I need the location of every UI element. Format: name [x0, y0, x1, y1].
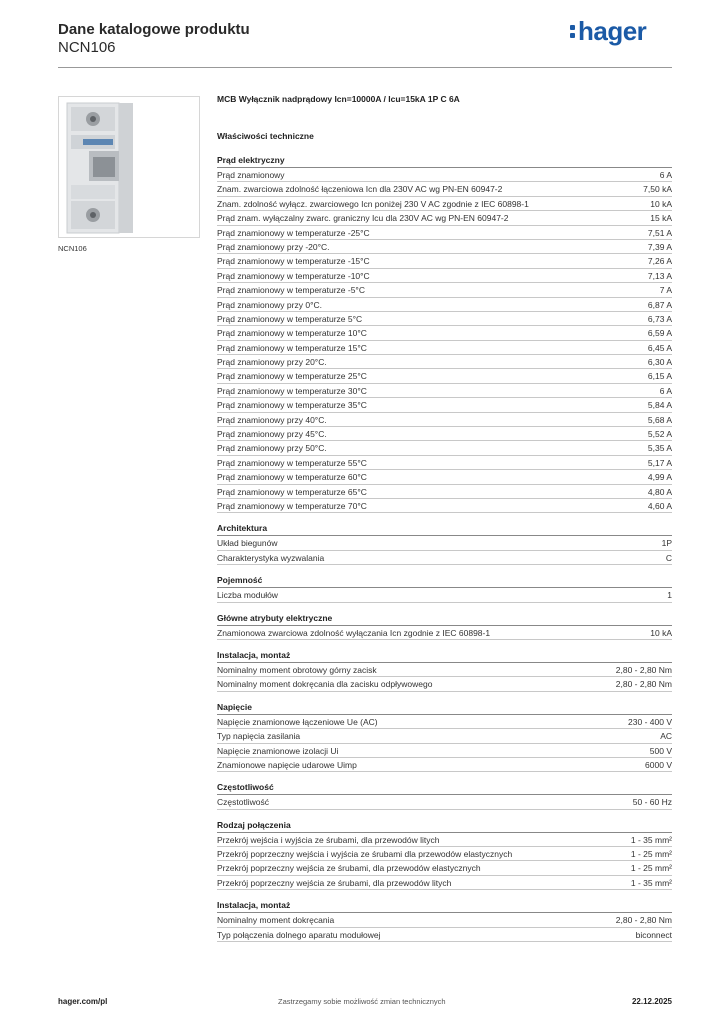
spec-row	[217, 715, 672, 729]
spec-label: Nominalny moment dokręcania dla zacisku odpływowego	[217, 679, 433, 690]
spec-label: Nominalny moment obrotowy górny zacisk	[217, 664, 377, 675]
spec-value: 6,15 A	[647, 371, 672, 382]
section-title: Prąd elektryczny	[217, 154, 672, 168]
spec-row	[217, 182, 672, 196]
spec-value: 7,39 A	[647, 241, 672, 252]
page-header	[58, 21, 250, 57]
spec-value: 10 kA	[650, 627, 672, 638]
spec-label: Prąd znamionowy przy -20°C.	[217, 241, 330, 252]
spec-row	[217, 536, 672, 550]
section-title: Pojemność	[217, 574, 672, 588]
spec-value: 6,30 A	[647, 357, 672, 368]
spec-row	[217, 240, 672, 254]
spec-label: Częstotliwość	[217, 797, 269, 808]
spec-section	[217, 781, 672, 809]
spec-label: Przekrój poprzeczny wejścia ze śrubami, dla przewodów elastycznych	[217, 863, 481, 874]
spec-value: 4,60 A	[647, 500, 672, 511]
spec-value: 4,99 A	[647, 472, 672, 483]
spec-value: 5,68 A	[647, 414, 672, 425]
spec-label: Prąd znamionowy przy 40°C.	[217, 414, 327, 425]
footer-website: hager.com/pl	[58, 997, 108, 1006]
spec-value: 4,80 A	[647, 486, 672, 497]
section-title: Częstotliwość	[217, 781, 672, 795]
spec-value: 1P	[661, 538, 672, 549]
spec-label: Prąd znamionowy przy 45°C.	[217, 429, 327, 440]
product-name: MCB Wyłącznik nadprądowy Icn=10000A / Icu=15kA 1P C 6A	[217, 94, 460, 104]
spec-row	[217, 341, 672, 355]
spec-label: Znam. zdolność wyłącz. zwarciowego Icn poniżej 230 V AC zgodnie z IEC 60898-1	[217, 198, 529, 209]
spec-content	[217, 92, 672, 942]
spec-value: 6,73 A	[647, 313, 672, 324]
section-title: Główne atrybuty elektryczne	[217, 612, 672, 626]
spec-row	[217, 211, 672, 225]
spec-value: 6 A	[659, 170, 672, 180]
spec-value: 6,45 A	[647, 342, 672, 353]
spec-label: Prąd znamionowy przy 0°C.	[217, 299, 322, 310]
spec-value: 6000 V	[645, 759, 672, 770]
spec-label: Prąd znamionowy w temperaturze 15°C	[217, 342, 367, 353]
spec-value: 6,87 A	[647, 299, 672, 310]
spec-label: Prąd znamionowy w temperaturze 25°C	[217, 371, 367, 382]
spec-label: Prąd znamionowy w temperaturze 70°C	[217, 500, 367, 511]
spec-value: 1	[667, 590, 672, 601]
spec-label: Prąd znamionowy w temperaturze -10°C	[217, 270, 370, 281]
spec-value: 1 - 25 mm²	[630, 863, 672, 874]
spec-value: 2,80 - 2,80 Nm	[615, 664, 672, 675]
spec-value: 5,17 A	[647, 457, 672, 468]
spec-value: 5,52 A	[647, 429, 672, 440]
spec-value: C	[665, 552, 672, 563]
spec-label: Charakterystyka wyzwalania	[217, 552, 325, 563]
spec-row	[217, 499, 672, 513]
logo-text: hager	[578, 16, 647, 46]
spec-value: 7 A	[659, 285, 672, 296]
spec-value: 1 - 35 mm²	[630, 834, 672, 845]
spec-row	[217, 663, 672, 677]
technical-properties-heading: Właściwości techniczne	[217, 131, 314, 141]
spec-row	[217, 833, 672, 847]
spec-row	[217, 551, 672, 565]
spec-value: 50 - 60 Hz	[632, 797, 672, 808]
spec-row	[217, 485, 672, 499]
spec-value: biconnect	[635, 929, 672, 940]
spec-label: Prąd znamionowy w temperaturze 5°C	[217, 313, 363, 324]
spec-value: 6,59 A	[647, 328, 672, 339]
spec-row	[217, 441, 672, 455]
spec-label: Prąd znamionowy w temperaturze -5°C	[217, 285, 365, 296]
spec-section	[217, 612, 672, 640]
spec-row	[217, 369, 672, 383]
spec-section	[217, 649, 672, 692]
logo-dots-icon	[570, 16, 576, 42]
spec-value: 1 - 35 mm²	[630, 877, 672, 888]
spec-label: Prąd znamionowy w temperaturze 35°C	[217, 400, 367, 411]
spec-value: 6 A	[659, 385, 672, 396]
spec-label: Prąd znamionowy w temperaturze 30°C	[217, 385, 367, 396]
spec-row	[217, 197, 672, 211]
spec-row	[217, 847, 672, 861]
spec-row	[217, 355, 672, 369]
spec-row	[217, 470, 672, 484]
spec-row	[217, 729, 672, 743]
spec-label: Prąd znamionowy w temperaturze 65°C	[217, 486, 367, 497]
section-title: Architektura	[217, 522, 672, 536]
spec-section	[217, 819, 672, 891]
spec-row	[217, 298, 672, 312]
spec-value: 5,84 A	[647, 400, 672, 411]
spec-value: 15 kA	[650, 213, 672, 224]
section-title: Instalacja, montaż	[217, 899, 672, 913]
spec-label: Prąd znamionowy w temperaturze 55°C	[217, 457, 367, 468]
spec-label: Przekrój poprzeczny wejścia i wyjścia ze śrubami dla przewodów elastycznych	[217, 849, 513, 860]
spec-label: Prąd znamionowy przy 20°C.	[217, 357, 327, 368]
section-title: Instalacja, montaż	[217, 649, 672, 663]
spec-row	[217, 626, 672, 640]
spec-label: Liczba modułów	[217, 590, 278, 601]
spec-sections	[217, 154, 672, 942]
spec-row	[217, 226, 672, 240]
spec-row	[217, 795, 672, 809]
spec-row	[217, 861, 672, 875]
spec-value: 7,51 A	[647, 227, 672, 238]
spec-value: 1 - 25 mm²	[630, 849, 672, 860]
spec-row	[217, 254, 672, 268]
header-divider	[58, 67, 672, 68]
section-title: Napięcie	[217, 701, 672, 715]
spec-row	[217, 283, 672, 297]
spec-label: Napięcie znamionowe łączeniowe Ue (AC)	[217, 716, 378, 727]
spec-row	[217, 928, 672, 942]
spec-row	[217, 384, 672, 398]
spec-label: Przekrój wejścia i wyjścia ze śrubami, dla przewodów litych	[217, 834, 440, 845]
product-image	[58, 96, 200, 238]
spec-value: 2,80 - 2,80 Nm	[615, 915, 672, 926]
spec-row	[217, 413, 672, 427]
spec-label: Znam. zwarciowa zdolność łączeniowa Icn dla 230V AC wg PN-EN 60947-2	[217, 184, 503, 195]
spec-value: 7,50 kA	[643, 184, 672, 195]
spec-label: Prąd znam. wyłączalny zwarc. graniczny Icu dla 230V AC wg PN-EN 60947-2	[217, 213, 509, 224]
spec-section	[217, 522, 672, 565]
spec-row	[217, 913, 672, 927]
spec-label: Nominalny moment dokręcania	[217, 915, 335, 926]
spec-value: 5,35 A	[647, 443, 672, 454]
spec-row	[217, 744, 672, 758]
spec-value: 2,80 - 2,80 Nm	[615, 679, 672, 690]
product-code: NCN106	[58, 39, 116, 56]
spec-section	[217, 899, 672, 942]
spec-label: Prąd znamionowy przy 50°C.	[217, 443, 327, 454]
spec-row	[217, 876, 672, 890]
spec-label: Przekrój poprzeczny wejścia ze śrubami, dla przewodów litych	[217, 877, 452, 888]
spec-section	[217, 701, 672, 773]
spec-value: 10 kA	[650, 198, 672, 209]
spec-row	[217, 588, 672, 602]
spec-label: Znamionowe napięcie udarowe Uimp	[217, 759, 357, 770]
spec-value: 7,13 A	[647, 270, 672, 281]
spec-label: Prąd znamionowy w temperaturze -15°C	[217, 256, 370, 267]
spec-label: Znamionowa zwarciowa zdolność wyłączania Icn zgodnie z IEC 60898-1	[217, 627, 491, 638]
spec-section	[217, 154, 672, 513]
spec-row	[217, 456, 672, 470]
footer-date: 22.12.2025	[631, 997, 672, 1006]
document-title: Dane katalogowe produktu	[58, 21, 250, 38]
spec-row	[217, 677, 672, 691]
spec-value: AC	[660, 731, 672, 742]
spec-label: Prąd znamionowy w temperaturze 10°C	[217, 328, 367, 339]
spec-row	[217, 326, 672, 340]
spec-row	[217, 312, 672, 326]
footer-disclaimer: Zastrzegamy sobie możliwość zmian technicznych	[278, 997, 446, 1006]
spec-label: Prąd znamionowy w temperaturze -25°C	[217, 227, 370, 238]
spec-row	[217, 758, 672, 772]
circuit-breaker-icon	[59, 97, 199, 237]
spec-label: Typ napięcia zasilania	[217, 731, 301, 742]
spec-row	[217, 269, 672, 283]
image-caption: NCN106	[58, 244, 87, 253]
spec-label: Typ połączenia dolnego aparatu modułowej	[217, 929, 381, 940]
spec-section	[217, 574, 672, 602]
spec-row	[217, 398, 672, 412]
spec-value: 230 - 400 V	[628, 716, 672, 727]
spec-label: Prąd znamionowy	[217, 170, 285, 180]
spec-row	[217, 168, 672, 182]
section-title: Rodzaj połączenia	[217, 819, 672, 833]
hager-logo	[570, 16, 646, 47]
spec-row	[217, 427, 672, 441]
spec-value: 500 V	[649, 745, 672, 756]
spec-value: 7,26 A	[647, 256, 672, 267]
spec-label: Układ biegunów	[217, 538, 278, 549]
spec-label: Napięcie znamionowe izolacji Ui	[217, 745, 339, 756]
spec-label: Prąd znamionowy w temperaturze 60°C	[217, 472, 367, 483]
